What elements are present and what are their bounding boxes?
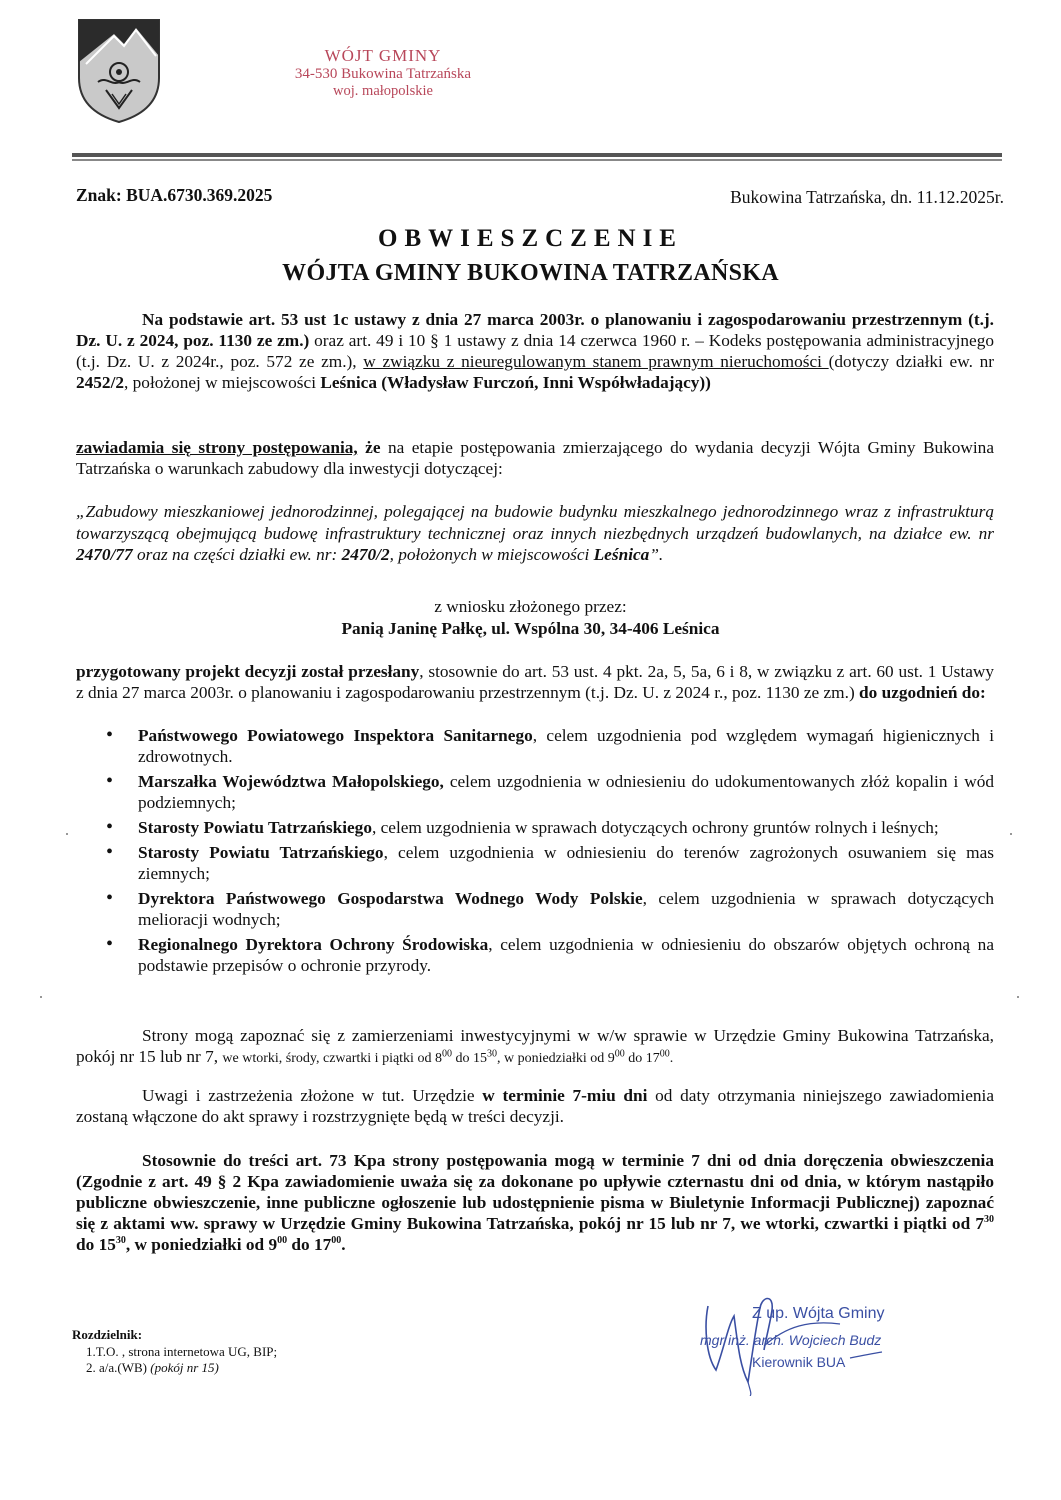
distribution-item xyxy=(72,1360,277,1377)
legal-basis-text-3: , położonej w miejscowości xyxy=(124,373,321,392)
final-sup: 30 xyxy=(115,1235,126,1247)
case-reference-number: BUA.6730.369.2025 xyxy=(126,185,273,205)
stamp-line-2: 34-530 Bukowina Tatrzańska xyxy=(294,65,472,82)
document-subtitle: WÓJTA GMINY BUKOWINA TATRZAŃSKA xyxy=(282,260,779,286)
info-hours-mid: do 15 xyxy=(451,1051,487,1066)
info-hours xyxy=(222,1048,674,1066)
agreement-authority: Państwowego Powiatowego Inspektora Sanitarnego xyxy=(138,726,533,745)
final-end: . xyxy=(341,1235,346,1254)
list-item xyxy=(106,817,994,838)
info-hours-mid: , w poniedziałki od 9 xyxy=(496,1051,615,1066)
signature-name: mgr inż. arch. Wojciech Budz xyxy=(700,1332,882,1348)
legal-basis-bold: Na podstawie art. 53 ust 1c ustawy z dnia 27 marca 2003r. o planowaniu i zagospodarowaniu przestrzennym (t.j. Dz. U. z 2024, poz. 1130 ze zm.) xyxy=(76,310,994,350)
final-sup: 00 xyxy=(277,1235,288,1247)
stamp-line-3: woj. małopolskie xyxy=(333,82,433,99)
scan-speck xyxy=(1010,833,1012,835)
final-paragraph xyxy=(76,1150,994,1255)
agreement-authority: Regionalnego Dyrektora Ochrony Środowiska xyxy=(138,935,489,954)
signature-block xyxy=(700,1304,885,1371)
list-item xyxy=(106,934,994,976)
investment-text-3: , położonych w miejscowości xyxy=(389,545,594,564)
notice-bold: że xyxy=(357,438,381,457)
info-hours-mid: do 17 xyxy=(624,1051,660,1066)
remarks-text: Uwagi i zastrzeżenia złożone w tut. Urzędzie xyxy=(142,1086,483,1105)
applicant-name: Panią Janinę Pałkę, ul. Wspólna 30, 34-406 Leśnica xyxy=(341,619,720,638)
distribution-item-room: (pokój nr 15) xyxy=(150,1360,219,1375)
legal-basis-text: oraz art. 49 i 10 § 1 ustawy z dnia 14 czerwca 1960 r. – Kodeks postępowania administracyjnego (t.j. Dz. U. z 2024r., poz. 572 ze zm.), xyxy=(76,331,994,371)
agreement-purpose: , celem uzgodnienia w sprawach dotyczących melioracji wodnych; xyxy=(138,889,994,929)
scan-speck xyxy=(66,833,68,835)
list-item xyxy=(106,725,994,767)
remarks-text-2: od daty otrzymania niniejszego zawiadomienia zostaną włączone do akt sprawy i rozstrzygnięte będą w treści decyzji. xyxy=(76,1086,995,1126)
header-rule xyxy=(72,153,1002,157)
remarks-deadline: w terminie 7-miu dni xyxy=(482,1086,648,1105)
info-sup: 00 xyxy=(659,1048,670,1060)
agreement-purpose: celem uzgodnienia w odniesieniu do udokumentowanych złóż kopalin i wód podziemnych; xyxy=(138,772,994,812)
document-title: OBWIESZCZENIE xyxy=(378,225,683,252)
notice-lead: zawiadamia się strony postępowania, xyxy=(76,438,358,457)
final-mid: do 17 xyxy=(287,1235,332,1254)
place-and-date: Bukowina Tatrzańska, dn. 11.12.2025r. xyxy=(730,187,1004,207)
applicant-label: z wniosku złożonego przez: xyxy=(434,597,627,616)
final-text: Stosownie do treści art. 73 Kpa strony postępowania mogą w terminie 7 dni od dnia doręczenia obwieszczenia (Zgodnie z art. 49 § 2 Kpa zawiadomienie uważa się za dokonane po upływie czternastu dni od dnia, w którym nastąpiło publiczne obwieszczenie, inne publiczne ogłoszenie lub udostępnienie pisma w Biuletynie Informacji Publicznej) zapoznać się z aktami ww. sprawy w Urzędzie Gminy Bukowina Tatrzańska, pokój nr 15 lub nr 7, we wtorki, czwartki i piątki od 7 xyxy=(76,1151,994,1233)
distribution-heading: Rozdzielnik: xyxy=(72,1327,143,1342)
investment-description xyxy=(76,501,994,566)
info-end: . xyxy=(669,1051,674,1066)
agreement-purpose: , celem uzgodnienia w odniesieniu do terenów zagrożonych osuwaniem się mas ziemnych; xyxy=(138,843,994,883)
scan-speck xyxy=(40,996,42,998)
notice-text: na etapie postępowania zmierzającego do wydania decyzji Wójta Gminy Bukowina Tatrzańska o warunkach zabudowy dla inwestycji dotyczącej: xyxy=(76,438,994,478)
agreement-purpose: , celem uzgodnienia w odniesieniu do obszarów objętych ochroną na podstawie przepisów o ochronie przyrody. xyxy=(138,935,994,975)
info-paragraph xyxy=(76,1025,994,1069)
legal-basis-paragraph xyxy=(76,309,994,393)
agreement-authority: Starosty Powiatu Tatrzańskiego xyxy=(138,843,384,862)
parcel-owners: Leśnica (Władysław Furczoń, Inni Współwładający)) xyxy=(320,373,711,392)
list-item xyxy=(106,888,994,930)
investment-place: Leśnica xyxy=(593,545,650,564)
project-text: , stosownie do art. 53 ust. 4 pkt. 2a, 5, 5a, 6 i 8, w związku z art. 60 ust. 1 Ustawy z dnia 27 marca 2003r. o planowaniu i zagospodarowaniu przestrzennym (t.j. Dz. U. z 2024 r., poz. 1130 ze zm.) xyxy=(76,662,994,702)
case-reference-label: Znak: xyxy=(76,185,122,205)
investment-text-2: oraz na części działki ew. nr: xyxy=(132,545,342,564)
remarks-paragraph xyxy=(76,1085,994,1127)
investment-parcel-1: 2470/77 xyxy=(76,545,133,564)
info-hours-text: we wtorki, środy, czwartki i piątki od 8 xyxy=(222,1051,442,1066)
investment-text-1: „Zabudowy mieszkaniowej jednorodzinnej, polegającej na budowie budynku mieszkalnego jednorodzinnego wraz z infrastrukturą towarzyszącą obejmującą budowę infrastruktury technicznej oraz innych niezbędnych urządzeń budowlanych, na działce ew. nr xyxy=(76,502,994,543)
distribution-item: 1.T.O. , strona internetowa UG, BIP; xyxy=(86,1343,278,1359)
investment-parcel-2: 2470/2 xyxy=(341,545,390,564)
office-stamp xyxy=(278,46,488,99)
list-item xyxy=(106,771,994,813)
list-item xyxy=(106,842,994,884)
info-sup: 30 xyxy=(486,1048,497,1060)
final-sup: 00 xyxy=(331,1235,342,1247)
signature-position: Kierownik BUA xyxy=(752,1353,846,1370)
agreement-list xyxy=(106,725,994,980)
distribution-list xyxy=(72,1327,277,1377)
agreement-authority: Starosty Powiatu Tatrzańskiego xyxy=(138,818,372,837)
project-paragraph xyxy=(76,661,994,703)
header-rule-thin xyxy=(72,159,1002,161)
project-bold-2: do uzgodnień do: xyxy=(859,683,986,702)
signature-authority: Z up. Wójta Gminy xyxy=(752,1305,885,1322)
final-mid: , w poniedziałki od 9 xyxy=(125,1235,278,1254)
info-text: Strony mogą zapoznać się z zamierzeniami inwestycyjnymi w w/w sprawie w Urzędzie Gminy Bukowina Tatrzańska, pokój nr 15 lub nr 7, xyxy=(76,1026,994,1066)
notice-paragraph xyxy=(76,437,994,479)
info-sup: 00 xyxy=(441,1048,452,1060)
final-sup: 30 xyxy=(984,1214,994,1226)
agreement-authority: Marszałka Województwa Małopolskiego, xyxy=(138,772,444,791)
final-mid: do 15 xyxy=(76,1235,116,1254)
case-reference xyxy=(76,185,272,206)
legal-basis-text-2: (dotyczy działki ew. nr xyxy=(828,352,994,371)
investment-text-4: ”. xyxy=(649,545,664,564)
municipality-coat-of-arms xyxy=(76,16,162,124)
legal-basis-underline: w związku z nieuregulowanym stanem prawnym nieruchomości xyxy=(363,352,829,371)
agreement-purpose: , celem uzgodnienia w sprawach dotyczących ochrony gruntów rolnych i leśnych; xyxy=(371,818,939,837)
agreement-purpose: , celem uzgodnienia pod względem wymagań higienicznych i zdrowotnych. xyxy=(138,726,994,766)
agreement-authority: Dyrektora Państwowego Gospodarstwa Wodnego Wody Polskie xyxy=(138,889,643,908)
project-bold: przygotowany projekt decyzji został przesłany xyxy=(76,662,420,681)
parcel-number: 2452/2 xyxy=(76,373,125,392)
scan-speck xyxy=(1017,996,1019,998)
stamp-line-1: WÓJT GMINY xyxy=(324,46,442,65)
distribution-item-text: 2. a/a.(WB) xyxy=(86,1360,151,1375)
info-sup: 00 xyxy=(614,1048,625,1060)
